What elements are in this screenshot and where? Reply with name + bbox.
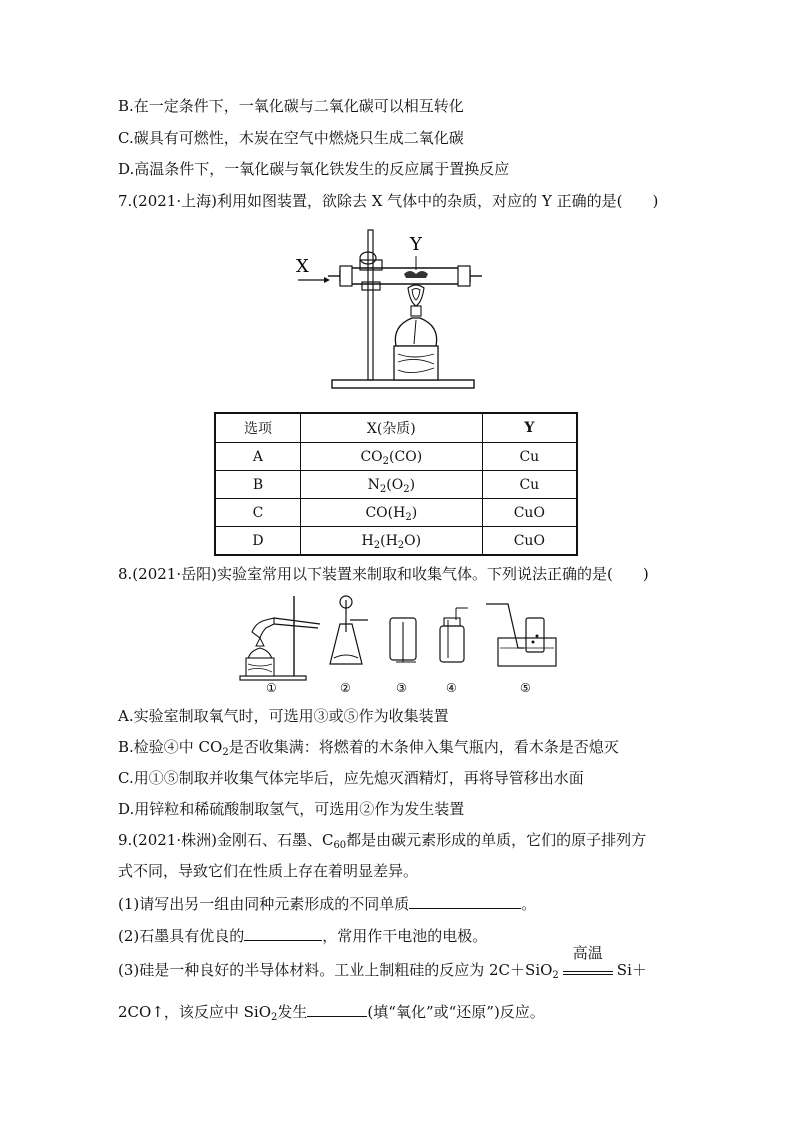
option-6b: B.在一定条件下，一氧化碳与二氧化碳可以相互转化 (118, 97, 464, 115)
table-row: D $H_2(H_2O)$ CuO (215, 527, 577, 556)
answer-blank[interactable] (409, 893, 521, 909)
table-row: A $CO_2(CO)$ Cu (215, 443, 577, 471)
answer-blank[interactable] (244, 925, 322, 941)
table-header: Y (482, 413, 577, 443)
table-row: B $N_2(O_2)$ Cu (215, 471, 577, 499)
table-row: C $CO(H_2)$ CuO (215, 499, 577, 527)
question-8: 8.(2021·岳阳)实验室常用以下装置来制取和收集气体。下列说法正确的是( ) (118, 565, 649, 583)
option-8b: B.检验④中 $CO_2$是否收集满：将燃着的木条伸入集气瓶内，看木条是否熄灭 (118, 738, 619, 758)
option-8c: C.用①⑤制取并收集气体完毕后，应先熄灭酒精灯，再将导管移出水面 (118, 769, 584, 787)
options-table (214, 412, 578, 556)
x-label: X (296, 256, 309, 277)
question-9-part-4: 2CO↑，该反应中 SiO$_2$发生 (填“氧化”或“还原”)反应。 (118, 1003, 545, 1023)
figure-label-3: ③ (396, 681, 407, 695)
table-header: 选项 (215, 413, 300, 443)
figure-label-5: ⑤ (520, 681, 531, 695)
figure-label-1: ① (266, 681, 277, 695)
reaction-condition: 高温 (563, 965, 613, 975)
question-9-cont: 式不同，导致它们在性质上存在着明显差异。 (118, 862, 419, 880)
question-9-part-2: (2)石墨具有优良的 ，常用作干电池的电极。 (118, 927, 488, 945)
figure-label-2: ② (340, 681, 351, 695)
table-header: X(杂质) (300, 413, 482, 443)
apparatus-figure-2 (236, 592, 566, 696)
figure-label-4: ④ (446, 681, 457, 695)
question-9-part-3: (3)硅是一种良好的半导体材料。工业上制粗硅的反应为 2C＋SiO$_2$ 高温 Si＋ (118, 944, 647, 981)
option-8d: D.用锌粒和稀硫酸制取氢气，可选用②作为发生装置 (118, 800, 465, 818)
question-9: 9.(2021·株洲)金刚石、石墨、$C_{60}$都是由碳元素形成的单质，它们的原子排列方 (118, 831, 647, 851)
question-7: 7.(2021·上海)利用如图装置，欲除去 X 气体中的杂质，对应的 Y 正确的是( ) (118, 192, 659, 210)
option-6c: C.碳具有可燃性，木炭在空气中燃烧只生成二氧化碳 (118, 129, 464, 147)
question-9-part-1: (1)请写出另一组由同种元素形成的不同单质 。 (118, 895, 537, 913)
answer-blank[interactable] (307, 1001, 367, 1017)
option-6d: D.高温条件下，一氧化碳与氧化铁发生的反应属于置换反应 (118, 160, 510, 178)
apparatus-figure-1 (290, 228, 490, 392)
option-8a: A.实验室制取氧气时，可选用③或⑤作为收集装置 (118, 707, 449, 725)
y-label: Y (410, 234, 422, 255)
